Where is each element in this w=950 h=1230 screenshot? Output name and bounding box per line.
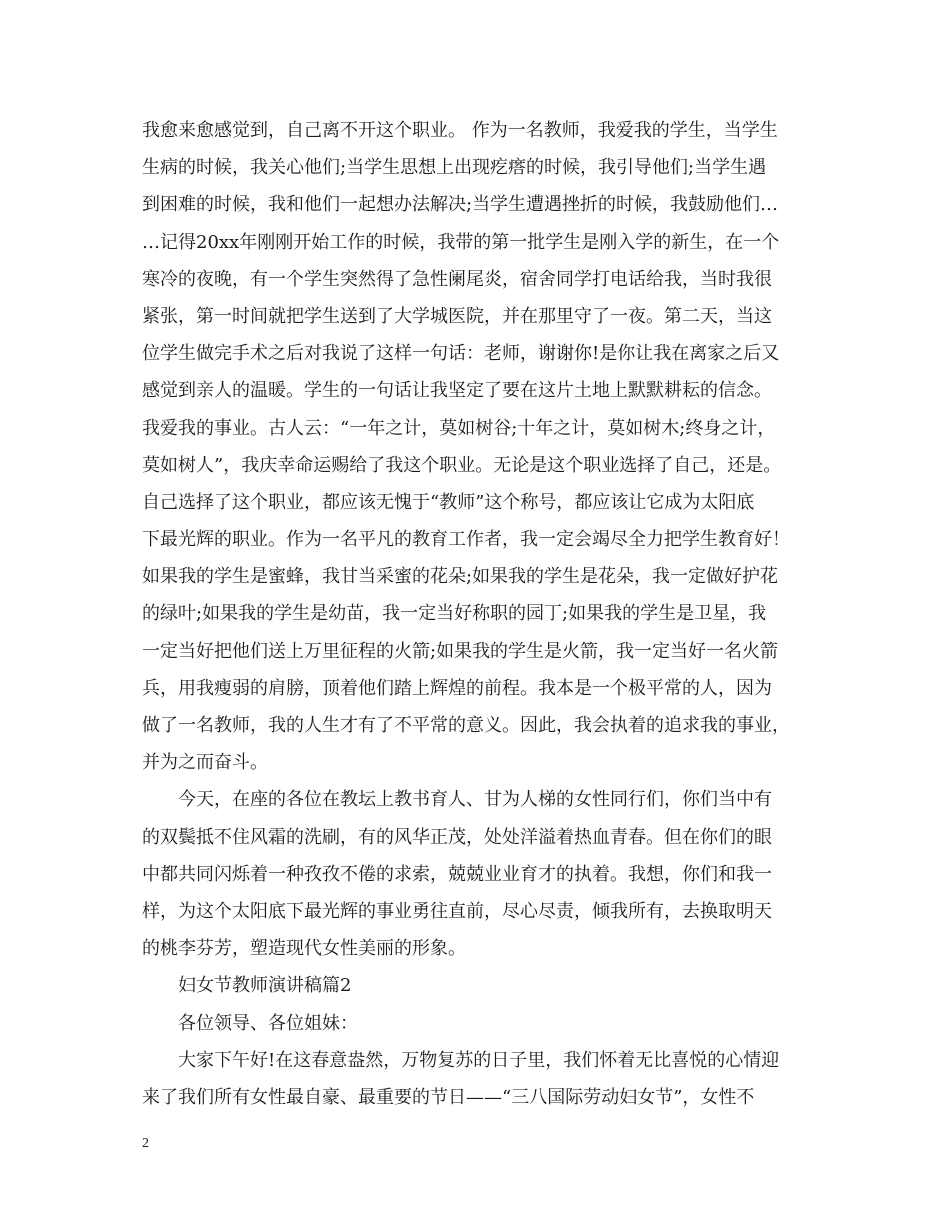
- text-line: …记得20xx年刚刚开始工作的时候，我带的第一批学生是刚入学的新生，在一个: [142, 231, 780, 253]
- text-line: 的绿叶;如果我的学生是幼苗，我一定当好称职的园丁;如果我的学生是卫星，我: [142, 603, 767, 625]
- text-line: 的桃李芬芳，塑造现代女性美丽的形象。: [142, 938, 466, 960]
- text-line: 一定当好把他们送上万里征程的火箭;如果我的学生是火箭，我一定当好一名火箭: [142, 640, 779, 662]
- paragraph-first-line: 今天，在座的各位在教坛上教书育人、甘为人梯的女性同行们，你们当中有: [178, 789, 772, 811]
- text-line: 寒冷的夜晚，有一个学生突然得了急性阑尾炎，宿舍同学打电话给我，当时我很: [142, 268, 772, 290]
- section-heading: 妇女节教师演讲稿篇2: [178, 975, 352, 997]
- paragraph-first-line: 大家下午好!在这春意盎然，万物复苏的日子里，我们怀着无比喜悦的心情迎: [178, 1049, 780, 1071]
- document-body: [142, 112, 810, 1116]
- text-line: 莫如树人”，我庆幸命运赐给了我这个职业。无论是这个职业选择了自己，还是。: [142, 454, 782, 476]
- text-line: 感觉到亲人的温暖。学生的一句话让我坚定了要在这片土地上默默耕耘的信念。: [142, 380, 772, 402]
- text-line: 自己选择了这个职业，都应该无愧于“教师”这个称号，都应该让它成为太阳底: [142, 491, 755, 513]
- salutation: 各位领导、各位姐妹：: [178, 1012, 358, 1034]
- text-line: 做了一名教师，我的人生才有了不平常的意义。因此，我会执着的追求我的事业，: [142, 715, 790, 736]
- text-line: 位学生做完手术之后对我说了这样一句话：老师，谢谢你!是你让我在离家之后又: [142, 343, 780, 365]
- text-line: 兵，用我瘦弱的肩膀，顶着他们踏上辉煌的前程。我本是一个极平常的人，因为: [142, 677, 772, 699]
- text-line: 并为之而奋斗。: [142, 752, 268, 774]
- text-line: 的双鬓抵不住风霜的洗刷，有的风华正茂，处处洋溢着热血青春。但在你们的眼: [142, 826, 772, 848]
- text-line: 来了我们所有女性最自豪、最重要的节日——“三八国际劳动妇女节”，女性不: [142, 1086, 755, 1108]
- text-line: 样，为这个太阳底下最光辉的事业勇往直前，尽心尽责，倾我所有，去换取明天: [142, 900, 772, 922]
- text-line: 我愈来愈感觉到，自己离不开这个职业。 作为一名教师，我爱我的学生，当学生: [142, 120, 778, 141]
- page-number: 2: [142, 1136, 149, 1151]
- text-line: 我爱我的事业。古人云：“一年之计，莫如树谷;十年之计，莫如树木;终身之计，: [142, 417, 776, 439]
- text-line: 中都共同闪烁着一种孜孜不倦的求索，兢兢业业育才的执着。我想，你们和我一: [142, 863, 772, 885]
- text-line: 到困难的时候，我和他们一起想办法解决;当学生遭遇挫折的时候，我鼓励他们…: [142, 194, 779, 216]
- text-line: 紧张，第一时间就把学生送到了大学城医院，并在那里守了一夜。第二天，当这: [142, 305, 772, 327]
- text-line: 下最光辉的职业。作为一名平凡的教育工作者，我一定会竭尽全力把学生教育好！: [142, 529, 790, 551]
- text-line: 生病的时候，我关心他们;当学生思想上出现疙瘩的时候，我引导他们;当学生遇: [142, 157, 767, 179]
- text-line: 如果我的学生是蜜蜂，我甘当采蜜的花朵;如果我的学生是花朵，我一定做好护花: [142, 566, 779, 588]
